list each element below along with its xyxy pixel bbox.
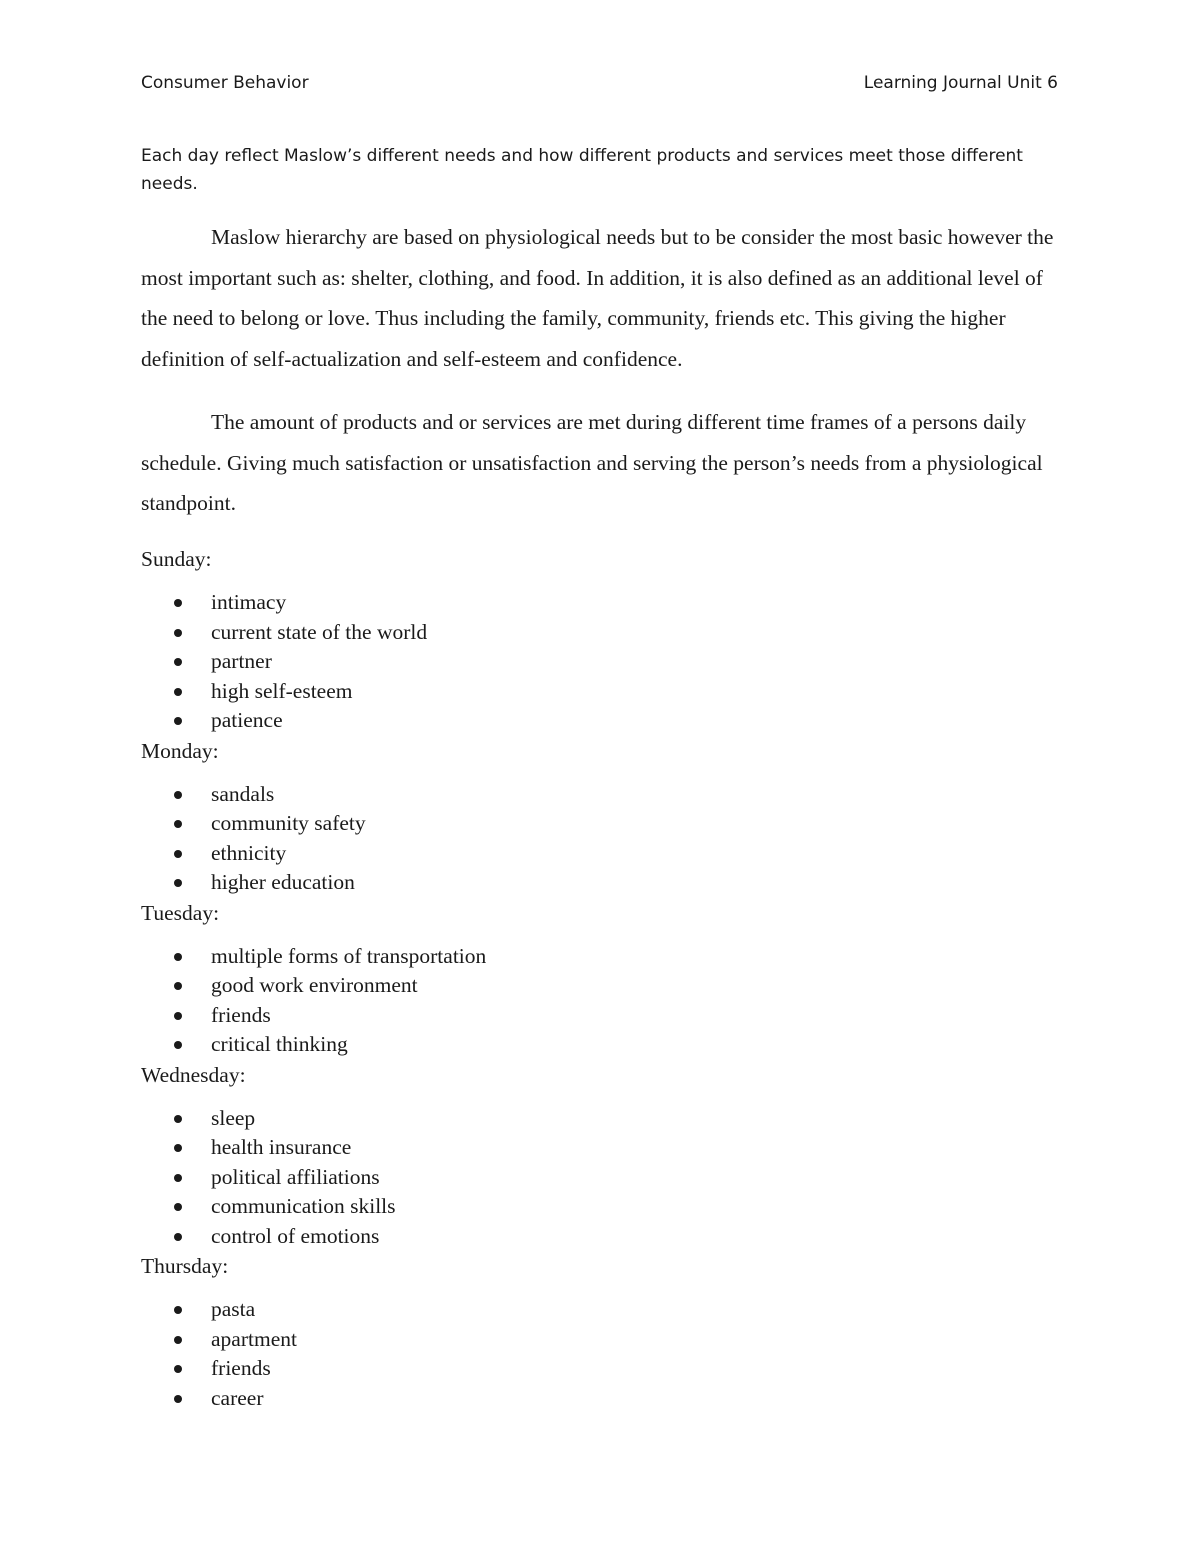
day-item-list <box>141 780 1056 898</box>
bullet-icon <box>174 820 182 828</box>
list-item-text: higher education <box>211 870 355 894</box>
header-course-title: Consumer Behavior <box>141 73 309 93</box>
list-item <box>141 942 1056 972</box>
list-item <box>141 618 1056 648</box>
day-label: Sunday: <box>141 547 212 571</box>
list-item-text: apartment <box>211 1326 297 1351</box>
day-block-thursday <box>141 1251 1056 1413</box>
day-item-list <box>141 1104 1056 1252</box>
bullet-icon <box>174 879 182 887</box>
list-item-text: intimacy <box>211 590 287 614</box>
bullet-icon <box>174 1174 182 1182</box>
list-item-text: friends <box>211 1356 271 1380</box>
day-label: Monday: <box>141 738 219 763</box>
bullet-icon <box>174 599 182 607</box>
list-item-text: political affiliations <box>211 1164 380 1189</box>
bullet-icon <box>174 1012 182 1020</box>
list-item-text: good work environment <box>211 973 418 997</box>
list-item-text: community safety <box>211 811 366 835</box>
body-paragraph-1: Maslow hierarchy are based on physiological needs but to be consider the most basic however the most important such as: shelter, clothing, and food. In addition, it is also defined as an additional level of the need to belong or love. Thus including the family, community, friends etc. This giving the higher definition of self-actualization and self-esteem and confidence. <box>141 225 1054 371</box>
list-item-text: ethnicity <box>211 840 287 865</box>
day-item-list <box>141 588 1056 736</box>
list-item-text: health insurance <box>211 1135 352 1159</box>
bullet-icon <box>174 658 182 666</box>
list-item <box>141 1354 1056 1384</box>
list-item <box>141 1104 1056 1134</box>
list-item-text: communication skills <box>211 1194 396 1218</box>
list-item <box>141 1030 1056 1060</box>
bullet-icon <box>174 953 182 961</box>
header-assignment-title: Learning Journal Unit 6 <box>863 73 1058 93</box>
list-item <box>141 1001 1056 1031</box>
list-item-text: high self-esteem <box>211 678 353 703</box>
bullet-icon <box>174 1115 182 1123</box>
bullet-icon <box>174 982 182 990</box>
list-item-text: sleep <box>211 1105 256 1130</box>
body-paragraph-2: The amount of products and or services are met during different time frames of a persons daily schedule. Giving much satisfaction or unsatisfaction and serving the person’s needs from a physiological standpoint. <box>141 410 1043 515</box>
list-item-text: current state of the world <box>211 619 428 644</box>
day-block-wednesday <box>141 1060 1056 1252</box>
list-item-text: patience <box>211 708 283 732</box>
list-item-text: control of emotions <box>211 1223 380 1248</box>
day-block-monday <box>141 736 1056 898</box>
day-label: Thursday: <box>141 1254 229 1278</box>
list-item <box>141 971 1056 1001</box>
bullet-icon <box>174 1365 182 1373</box>
list-item <box>141 1295 1056 1325</box>
list-item <box>141 647 1056 677</box>
daily-needs-section <box>141 544 1056 1413</box>
list-item-text: sandals <box>211 781 275 806</box>
list-item <box>141 868 1056 898</box>
list-item-text: career <box>211 1385 264 1410</box>
bullet-icon <box>174 1233 182 1241</box>
list-item <box>141 588 1056 618</box>
day-label: Tuesday: <box>141 900 220 925</box>
bullet-icon <box>174 850 182 858</box>
list-item <box>141 1163 1056 1193</box>
list-item <box>141 809 1056 839</box>
day-item-list <box>141 942 1056 1060</box>
bullet-icon <box>174 717 182 725</box>
list-item <box>141 1325 1056 1355</box>
list-item-text: pasta <box>211 1297 256 1321</box>
list-item <box>141 780 1056 810</box>
bullet-icon <box>174 688 182 696</box>
bullet-icon <box>174 1336 182 1344</box>
list-item <box>141 677 1056 707</box>
bullet-icon <box>174 1203 182 1211</box>
day-block-tuesday <box>141 898 1056 1060</box>
list-item <box>141 1133 1056 1163</box>
list-item <box>141 1222 1056 1252</box>
list-item-text: partner <box>211 649 272 673</box>
list-item-text: critical thinking <box>211 1032 348 1056</box>
day-block-sunday <box>141 544 1056 736</box>
bullet-icon <box>174 1395 182 1403</box>
assignment-prompt: Each day reflect Maslow’s different needs and how different products and services meet those different needs. <box>141 146 1023 194</box>
bullet-icon <box>174 1144 182 1152</box>
bullet-icon <box>174 1041 182 1049</box>
list-item-text: multiple forms of transportation <box>211 943 487 968</box>
bullet-icon <box>174 629 182 637</box>
bullet-icon <box>174 1306 182 1314</box>
list-item <box>141 1192 1056 1222</box>
bullet-icon <box>174 791 182 799</box>
list-item <box>141 706 1056 736</box>
list-item <box>141 839 1056 869</box>
day-label: Wednesday: <box>141 1062 246 1087</box>
day-item-list <box>141 1295 1056 1413</box>
list-item <box>141 1384 1056 1414</box>
list-item-text: friends <box>211 1002 271 1027</box>
